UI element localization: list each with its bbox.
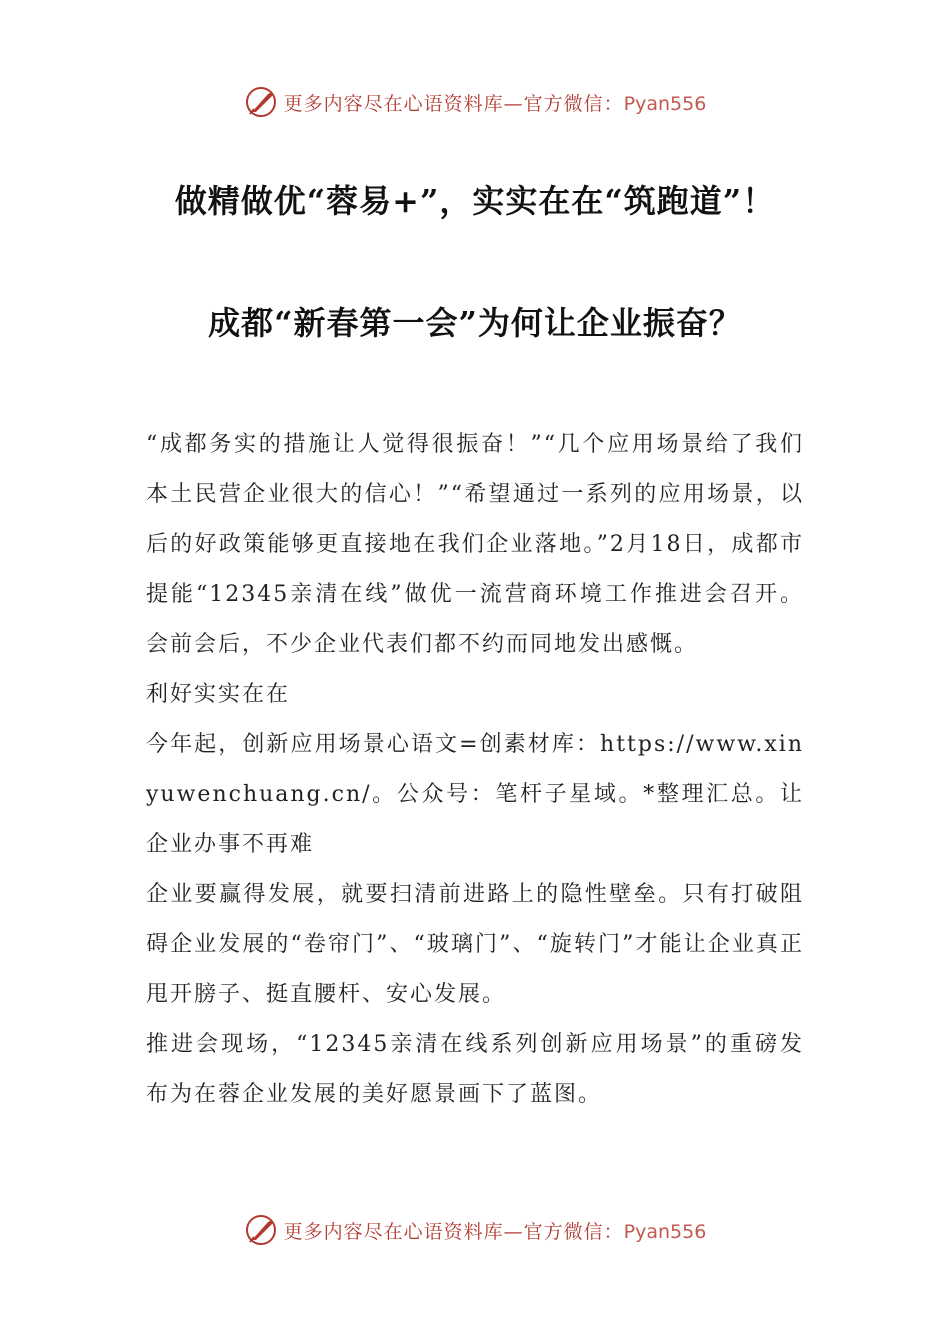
- paragraph-2-subheading: 利好实实在在: [146, 682, 291, 707]
- banner-wechat-id: Pyan556: [623, 1220, 707, 1243]
- banner-wechat-id: Pyan556: [623, 92, 707, 115]
- quill-logo-icon: [244, 85, 278, 119]
- quill-logo-icon: [244, 1213, 278, 1247]
- article-title-line-2: 成都“新春第一会”为何让企业振奋？: [208, 304, 742, 342]
- banner-site-label: 更多内容尽在心语资料库—官方微信：: [283, 92, 624, 115]
- article-body: [146, 420, 804, 1120]
- footer-banner: [0, 1208, 950, 1252]
- paragraph-1: “成都务实的措施让人觉得很振奋！”“几个应用场景给了我们本土民营企业很大的信心！”“希望通过一系列的应用场景，以后的好政策能够更直接地在我们企业落地。”2月18日，成都市提能“12345亲清在线”做优一流营商环境工作推进会召开。会前会后，不少企业代表们都不约而同地发出感慨。: [146, 432, 804, 657]
- banner-site-text: [284, 89, 707, 116]
- paragraph-5: 推进会现场，“12345亲清在线系列创新应用场景”的重磅发布为在蓉企业发展的美好愿景画下了蓝图。: [146, 1032, 804, 1107]
- paragraph-4: 企业要赢得发展，就要扫清前进路上的隐性壁垒。只有打破阻碍企业发展的“卷帘门”、“玻璃门”、“旋转门”才能让企业真正甩开膀子、挺直腰杆、安心发展。: [146, 882, 804, 1007]
- banner-site-label: 更多内容尽在心语资料库—官方微信：: [283, 1220, 624, 1243]
- banner-site-text: [284, 1217, 707, 1244]
- header-banner: [0, 80, 950, 124]
- article-title-line-1: 做精做优“蓉易+”，实实在在“筑跑道”！: [174, 182, 776, 220]
- paragraph-3: 今年起，创新应用场景心语文=创素材库：https://www.xinyuwenchuang.cn/。公众号：笔杆子星域。*整理汇总。让企业办事不再难: [146, 732, 804, 857]
